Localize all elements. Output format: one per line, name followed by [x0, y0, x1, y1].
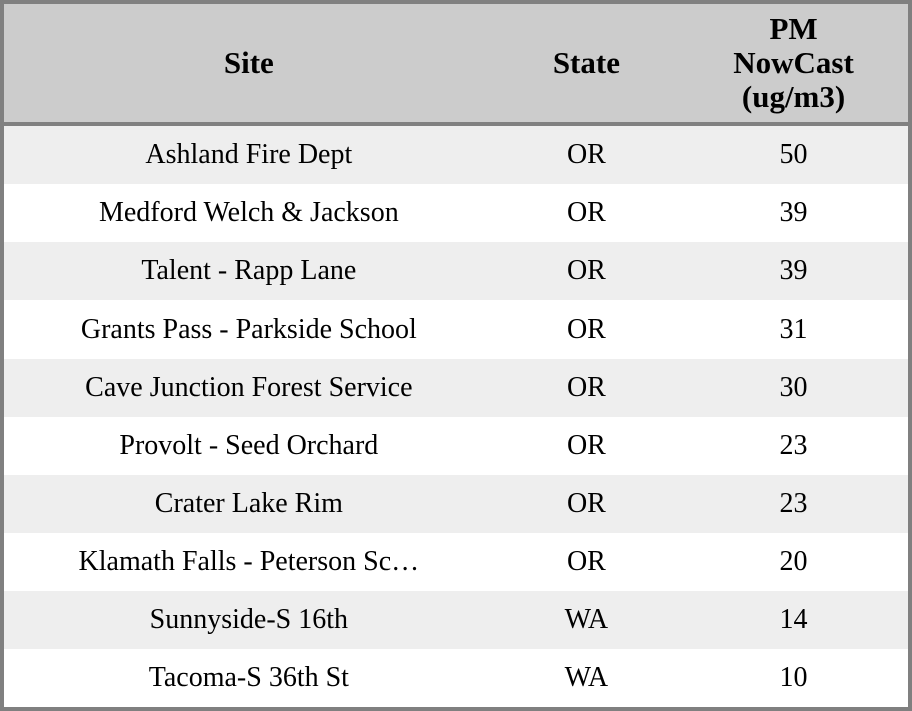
cell-state: OR	[566, 255, 606, 287]
cell-site: Provolt - Seed Orchard	[119, 429, 379, 461]
table-row	[4, 475, 908, 533]
table-row	[4, 124, 908, 184]
cell-value: 39	[779, 255, 808, 287]
table-row	[4, 242, 908, 300]
cell-value: 14	[779, 603, 808, 635]
cell-value: 23	[779, 487, 808, 519]
table-row	[4, 417, 908, 475]
table-row	[4, 591, 908, 649]
cell-value: 20	[779, 545, 808, 577]
column-header-state	[494, 4, 679, 124]
cell-state: OR	[566, 545, 606, 577]
cell-site: Talent - Rapp Lane	[141, 255, 357, 287]
table-row	[4, 359, 908, 417]
column-header-site-label: Site	[223, 45, 274, 81]
cell-state: OR	[566, 313, 606, 345]
cell-site: Ashland Fire Dept	[145, 139, 353, 171]
cell-site: Klamath Falls - Peterson Sc…	[78, 545, 420, 577]
cell-value: 31	[779, 313, 808, 345]
column-header-pm-nowcast-line-1: PM	[769, 11, 818, 46]
cell-site: Medford Welch & Jackson	[98, 197, 399, 229]
cell-state: OR	[566, 429, 606, 461]
table-row	[4, 649, 908, 707]
cell-site: Cave Junction Forest Service	[85, 371, 413, 403]
cell-site: Sunnyside-S 16th	[149, 603, 349, 635]
air-quality-table	[4, 4, 908, 707]
table-header	[4, 4, 908, 124]
cell-state: WA	[564, 661, 609, 693]
table-header-row	[4, 4, 908, 124]
cell-value: 10	[779, 661, 808, 693]
column-header-pm-nowcast-line-3: (ug/m3)	[741, 79, 846, 115]
column-header-state-label: State	[552, 45, 620, 81]
cell-value: 30	[779, 371, 808, 403]
table-row	[4, 300, 908, 358]
cell-state: OR	[566, 197, 606, 229]
cell-state: WA	[564, 603, 609, 635]
cell-state: OR	[566, 487, 606, 519]
column-header-pm-nowcast-line-2: NowCast	[733, 45, 854, 81]
table-body	[4, 124, 908, 707]
cell-site: Grants Pass - Parkside School	[80, 313, 417, 345]
cell-site: Crater Lake Rim	[154, 487, 343, 519]
table-row	[4, 184, 908, 242]
column-header-site	[4, 4, 494, 124]
cell-state: OR	[566, 371, 606, 403]
column-header-pm-nowcast	[679, 4, 908, 124]
cell-value: 50	[779, 139, 808, 171]
cell-state: OR	[566, 139, 606, 171]
cell-value: 39	[779, 197, 808, 229]
cell-value: 23	[779, 429, 808, 461]
cell-site: Tacoma-S 36th St	[148, 661, 349, 693]
table-row	[4, 533, 908, 591]
